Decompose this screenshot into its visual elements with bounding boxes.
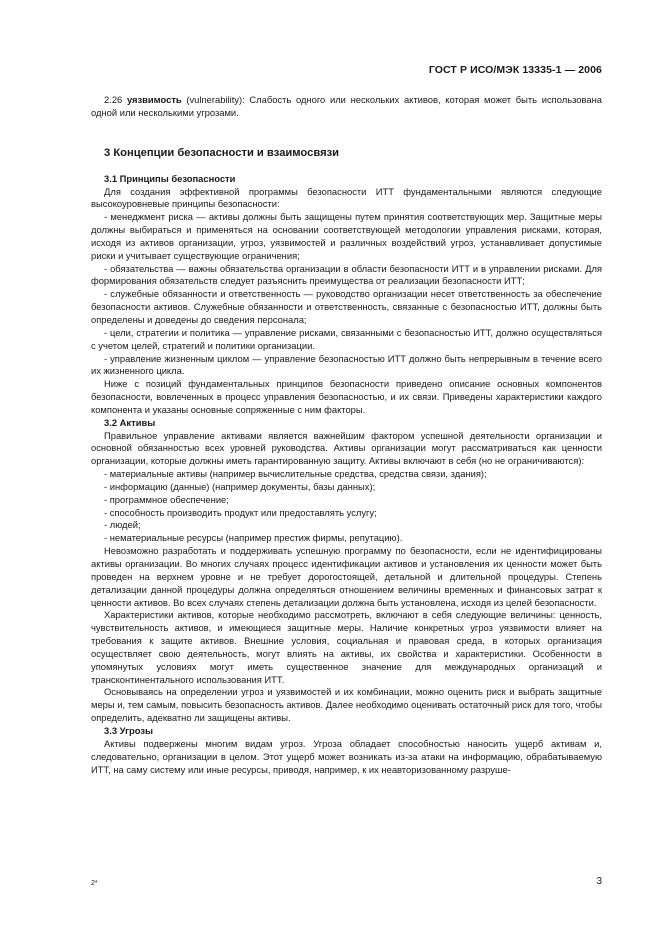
- subsection-3-2-title: 3.2 Активы: [104, 416, 156, 428]
- paragraph: Характеристики активов, которые необходимо рассмотреть, включают в себя следующие величины: ценность, чувствительность активов, и имеющиеся защитные меры. Наличие конкретных угроз уязвимости влияет на требования к защите активов. Внешние условия, социальная и правовая среда, в которых организация осуществляет свою деятельность, могут влиять на активы, их свойства и характеристики. Особенности в упомянутых условиях могут иметь существенное значение для международных организаций и трансконтинентального использования ИТТ.: [91, 609, 602, 685]
- list-item: - управление жизненным циклом — управление безопасностью ИТТ должно быть непрерывным в течение всего их жизненного цикла.: [91, 352, 602, 377]
- document-body: [91, 94, 602, 776]
- definition-text: (vulnerability): Слабость одного или нескольких активов, которая может быть использована одной или несколькими угрозами.: [91, 94, 602, 118]
- list-item: - информацию (данные) (например документы, базы данных);: [104, 480, 376, 492]
- list-item: - способность производить продукт или предоставлять услугу;: [104, 506, 377, 518]
- paragraph: Основываясь на определении угроз и уязвимостей и их комбинации, можно оценить риск и выбрать защитные меры и, тем самым, повысить безопасность активов. Далее необходимо оценивать остаточный риск для того, чтобы определить, адекватно ли защищены активы.: [91, 686, 602, 724]
- list-item: - служебные обязанности и ответственность — руководство организации несет ответственность за обеспечение безопасности активов. Служебные обязанности и ответственность, связанные с безопасностью ИТТ, должны быть определены и доведены до сведения персонала;: [91, 288, 602, 325]
- list-item: - менеджмент риска — активы должны быть защищены путем принятия соответствующих мер. Защитные меры должны выбираться и применяться на основании соответствующей методологии управления рисками, которая, исходя из активов организации, угроз, уязвимостей и различных воздействий угроз, устанавливает допустимые риски и учитывает существующие ограничения;: [91, 211, 602, 261]
- list-item: - людей;: [104, 519, 141, 531]
- subsection-3-3-title: 3.3 Угрозы: [104, 724, 154, 736]
- list-item: - нематериальные ресурсы (например престиж фирмы, репутацию).: [104, 532, 403, 544]
- paragraph: Активы подвержены многим видам угроз. Угроза обладает способностью наносить ущерб активам и, следовательно, организации в целом. Этот ущерб может возникать из-за атаки на информацию, обрабатываемую ИТТ, на саму систему или иные ресурсы, приводя, например, к их неавторизованному разруше-: [91, 737, 602, 775]
- sheet-mark: 2*: [91, 880, 98, 887]
- paragraph: Для создания эффективной программы безопасности ИТТ фундаментальными являются следующие высокоуровневые принципы безопасности:: [91, 185, 602, 210]
- paragraph: Ниже с позиций фундаментальных принципов безопасности приведено описание основных компонентов безопасности, вовлеченных в процесс управления безопасностью, и их связи. Приведены характеристики каждого компонента и указаны основные сопряженные с ним факторы.: [91, 378, 602, 415]
- page-number: 3: [596, 876, 602, 887]
- paragraph: Невозможно разработать и поддерживать успешную программу по безопасности, если не идентифицированы активы организации. Во многих случаях процесс идентификации активов и установления их ценности может быть проведен на верхнем уровне и не требует дорогостоящей, детальной и длительной процедуры. Степень детализации данной процедуры должна определяться отношением величины временных и финансовых затрат к ценности активов. Во всех случаях степень детализации должна быть установлена, исходя из целей безопасности.: [91, 545, 602, 608]
- paragraph: Правильное управление активами является важнейшим фактором успешной деятельности организации и основной обязанностью всех уровней руководства. Активы организации могут рассматриваться как ценности организации, которые должны иметь гарантированную защиту. Активы включают в себя (но не ограничиваются):: [91, 429, 602, 467]
- subsection-3-1-title: 3.1 Принципы безопасности: [104, 172, 236, 184]
- definition-2-26: [91, 94, 602, 120]
- section-3-title: 3 Концепции безопасности и взаимосвязи: [104, 146, 340, 159]
- list-item: - материальные активы (например вычислительные средства, средства связи, здания);: [104, 468, 487, 480]
- list-item: - цели, стратегии и политика — управление рисками, связанными с безопасностью ИТТ, должно осуществляться с учетом целей, стратегий и политики организации.: [91, 326, 602, 351]
- definition-number: 2.26: [104, 94, 127, 105]
- standard-header: ГОСТ Р ИСО/МЭК 13335-1 — 2006: [428, 64, 602, 76]
- list-item: - обязательства — важны обязательства организации в области безопасности ИТТ и в управлении рисками. Для формирования обязательств следует разъяснить преимущества от реализации безопасности ИТТ;: [91, 262, 602, 287]
- list-item: - программное обеспечение;: [104, 493, 229, 505]
- definition-term: уязвимость: [126, 94, 182, 105]
